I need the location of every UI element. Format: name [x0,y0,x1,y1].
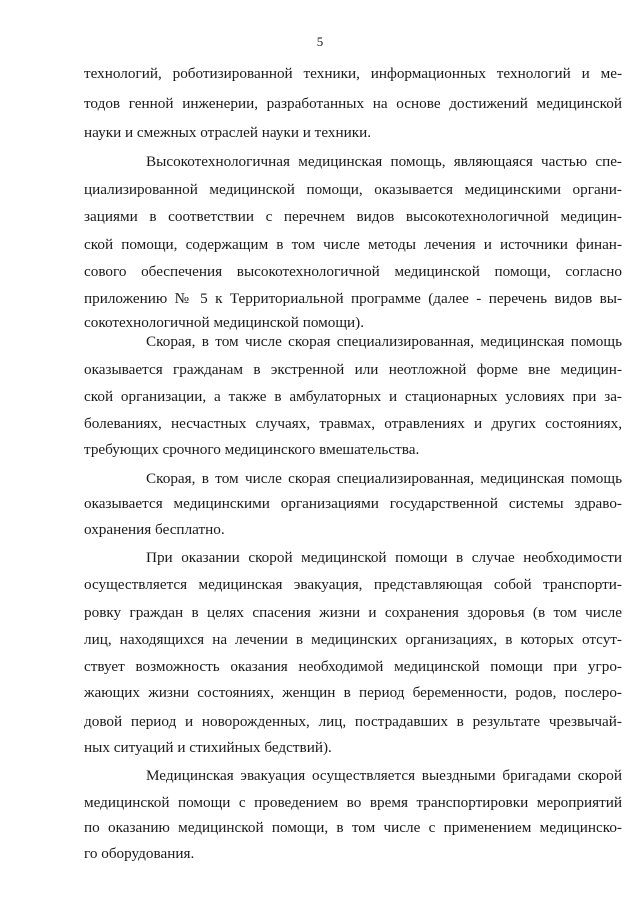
text-line: ровку граждан в целях спасения жизни и сохранения здоровья (в том числе [84,604,622,621]
text-line: ской помощи, содержащим в том числе методы лечения и источники финан- [84,236,622,253]
text-line: оказывается медицинскими организациями государственной системы здраво- [84,495,622,512]
text-line: болеваниях, несчастных случаях, травмах, отравлениях и других состояниях, [84,415,622,432]
text-line: довой период и новорожденных, лиц, пострадавших в результате чрезвычай- [84,713,622,730]
text-line: медицинской помощи с проведением во время транспортировки мероприятий [84,794,622,811]
text-line: Медицинская эвакуация осуществляется выездными бригадами скорой [146,767,622,784]
text-line: зациями в соответствии с перечнем видов высокотехнологичной медицин- [84,208,622,225]
text-line: охранения бесплатно. [84,521,225,538]
text-line: тодов генной инженерии, разработанных на основе достижений медицинской [84,95,622,112]
text-line: сового обеспечения высокотехнологичной медицинской помощи, согласно [84,263,622,280]
text-line: ской организации, а также в амбулаторных и стационарных условиях при за- [84,388,622,405]
text-line: Скорая, в том числе скорая специализированная, медицинская помощь [146,470,622,487]
page-number: 5 [316,34,324,49]
text-line: ных ситуаций и стихийных бедствий). [84,739,332,756]
text-line: осуществляется медицинская эвакуация, представляющая собой транспорти- [84,576,622,593]
text-line: по оказанию медицинской помощи, в том числе с применением медицинско- [84,819,622,836]
text-line: жающих жизни состояниях, женщин в период беременности, родов, послеро- [84,684,622,701]
text-line: го оборудования. [84,845,195,862]
text-line: лиц, находящихся на лечении в медицинских организациях, в которых отсут- [84,631,622,648]
text-line: ствует возможность оказания необходимой медицинской помощи при угро- [84,658,622,675]
text-line: Высокотехнологичная медицинская помощь, являющаяся частью спе- [146,153,622,170]
text-line: требующих срочного медицинского вмешательства. [84,441,420,458]
text-line: сокотехнологичной медицинской помощи). [84,314,365,331]
text-line: технологий, роботизированной техники, информационных технологий и ме- [84,65,622,82]
text-line: приложению № 5 к Территориальной программе (далее - перечень видов вы- [84,290,622,307]
text-line: оказывается гражданам в экстренной или неотложной форме вне медицин- [84,361,622,378]
text-line: циализированной медицинской помощи, оказывается медицинскими органи- [84,181,622,198]
text-line: науки и смежных отраслей науки и техники. [84,124,372,141]
text-line: При оказании скорой медицинской помощи в случае необходимости [146,549,622,566]
text-line: Скорая, в том числе скорая специализированная, медицинская помощь [146,333,622,350]
